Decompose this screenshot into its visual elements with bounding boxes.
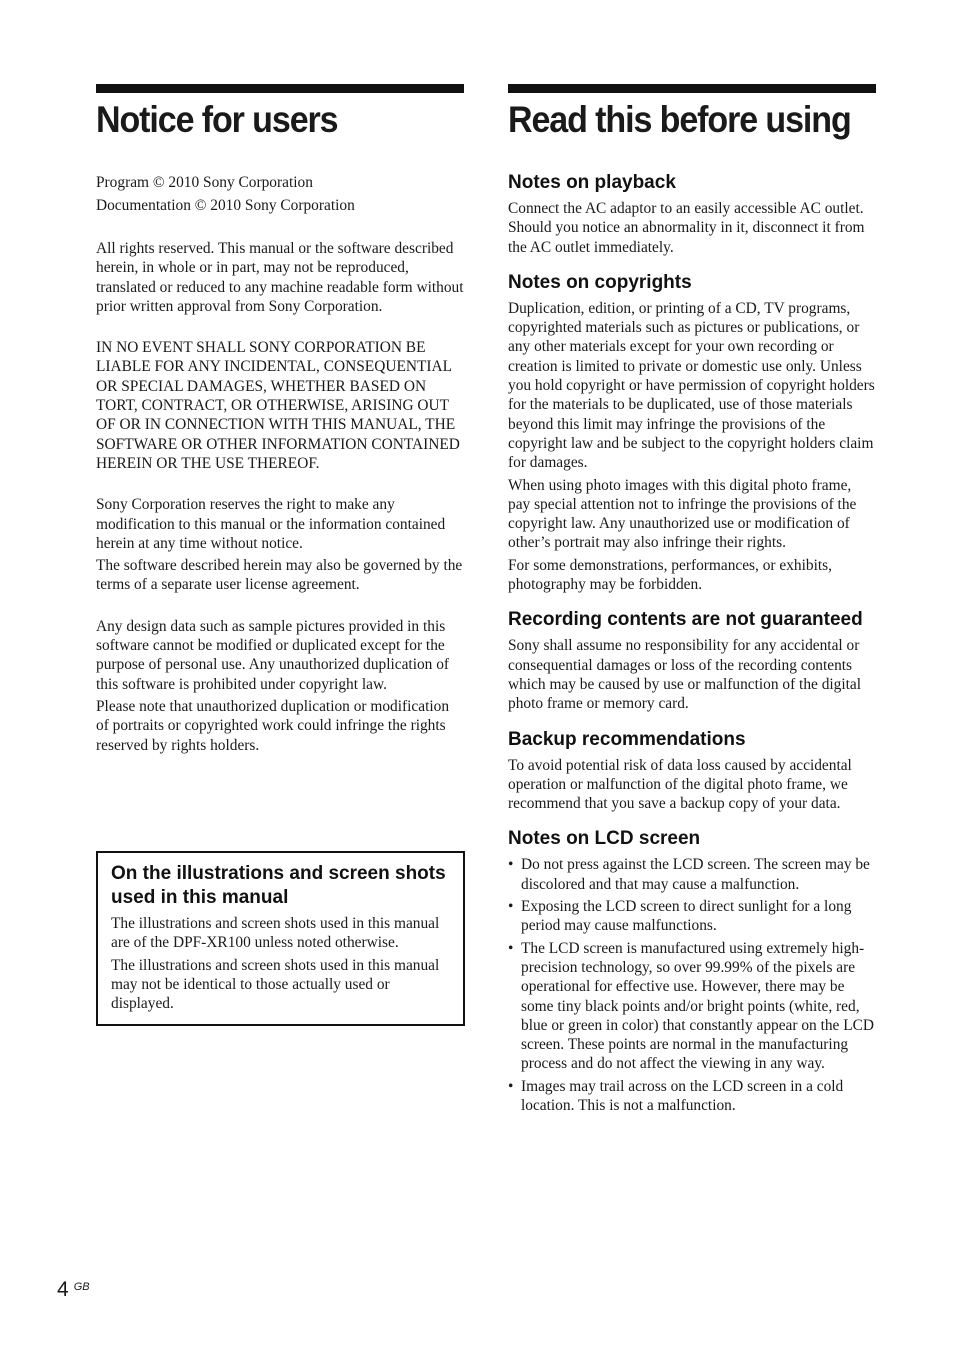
recording-heading: Recording contents are not guaranteed (508, 609, 863, 631)
list-item (508, 897, 876, 936)
right-column (508, 84, 876, 1129)
section-playback (508, 171, 876, 257)
illustrations-note-para1: The illustrations and screen shots used in this manual are of the DPF-XR100 unless noted otherwise. (111, 915, 440, 952)
page-title-notice: Notice for users (96, 99, 338, 140)
section-backup (508, 728, 876, 814)
bullet-icon: • (508, 1077, 514, 1095)
read-before-body (508, 171, 876, 1115)
lcd-item-text: Exposing the LCD screen to direct sunlight for a long period may cause malfunctions. (521, 898, 852, 935)
list-item (508, 939, 876, 1074)
illustrations-note-heading: On the illustrations and screen shots used in this manual (111, 863, 446, 908)
illustrations-note-box (96, 851, 465, 1026)
left-column (96, 84, 464, 755)
playback-heading: Notes on playback (508, 172, 676, 193)
portraits-paragraph: Please note that unauthorized duplication or modification of portraits or copyrighted work could infringe the rights reserved by rights holders. (96, 697, 450, 754)
copyrights-heading: Notes on copyrights (508, 271, 692, 293)
disclaimer-paragraph: IN NO EVENT SHALL SONY CORPORATION BE LIABLE FOR ANY INCIDENTAL, CONSEQUENTIAL OR SPECIAL DAMAGES, WHETHER BASED ON TORT, CONTRACT, OR OTHERWISE, ARISING OUT OF OR IN CONNECTION WITH THIS MANUAL, THE SOFTWARE OR OTHER INFORMATION CONTAINED HEREIN OR THE USE THEREOF. (96, 339, 460, 472)
illustrations-note-para2: The illustrations and screen shots used in this manual may not be identical to those actually used or displayed. (111, 956, 440, 1013)
lcd-heading: Notes on LCD screen (508, 828, 701, 850)
recording-text: Sony shall assume no responsibility for any accidental or consequential damages or loss of the recording contents which may be caused by use or malfunction of the digital photo frame or memory card. (508, 637, 862, 713)
title-rule (96, 84, 464, 93)
section-copyrights (508, 271, 876, 594)
bullet-icon: • (508, 939, 514, 957)
backup-text: To avoid potential risk of data loss caused by accidental operation or malfunction of the digital photo frame, we recommend that you save a backup copy of your data. (508, 756, 852, 813)
list-item (508, 855, 876, 894)
section-recording (508, 608, 876, 713)
page-footer (57, 1278, 90, 1302)
lcd-item-text: Images may trail across on the LCD screen in a cold location. This is not a malfunction. (521, 1077, 844, 1114)
copyrights-para3: For some demonstrations, performances, or exhibits, photography may be forbidden. (508, 556, 832, 594)
section-lcd (508, 827, 876, 1115)
copyright-program: Program © 2010 Sony Corporation (96, 174, 313, 191)
rights-reserved-paragraph: All rights reserved. This manual or the software described herein, in whole or in part, may not be reproduced, translated or reduced to any machine readable form without prior written approval from Sony Corporation. (96, 240, 464, 315)
page-title-read-before: Read this before using (508, 99, 851, 140)
reserves-right-paragraph: Sony Corporation reserves the right to make any modification to this manual or the information contained herein at any time without notice. (96, 496, 446, 552)
copyright-documentation: Documentation © 2010 Sony Corporation (96, 197, 355, 214)
region-code: GB (73, 1281, 90, 1293)
bullet-icon: • (508, 856, 514, 874)
notice-body (96, 171, 464, 755)
bullet-icon: • (508, 898, 514, 916)
lcd-item-text: Do not press against the LCD screen. The screen may be discolored and that may cause a malfunction. (521, 856, 870, 893)
backup-heading: Backup recommendations (508, 728, 746, 750)
copyrights-para2: When using photo images with this digital photo frame, pay special attention not to infringe the provisions of the copyright law. Any unauthorized use or modification of other’s portrait may also infringe their rights. (508, 476, 857, 552)
copyrights-para1: Duplication, edition, or printing of a CD, TV programs, copyrighted materials such as pictures or publications, or any other materials except for your own recording or creation is limited to private or domestic use only. Unless you hold copyright or have permission of copyright holders for the materials to be duplicated, use of those materials beyond this limit may infringe the provisions of the copyright law and be subject to the copyright holders claim for damages. (508, 299, 875, 472)
license-paragraph: The software described herein may also be governed by the terms of a separate user license agreement. (96, 557, 463, 594)
title-rule (508, 84, 876, 93)
design-data-paragraph: Any design data such as sample pictures provided in this software cannot be modified or duplicated except for the purpose of personal use. Any unauthorized duplication of this software is prohibited under copyright law. (96, 617, 450, 693)
list-item (508, 1077, 876, 1116)
playback-text: Connect the AC adaptor to an easily accessible AC outlet. Should you notice an abnormality in it, disconnect it from the AC outlet immediately. (508, 200, 865, 256)
lcd-list (508, 855, 876, 1115)
page-number: 4 (57, 1278, 69, 1301)
lcd-item-text: The LCD screen is manufactured using extremely high-precision technology, so over 99.99% of the pixels are operational for effective use. However, there may be some tiny black points and/or bright points (white, red, blue or green in color) that constantly appear on the LCD screen. These points are normal in the manufacturing process and do not affect the viewing in any way. (521, 939, 875, 1073)
